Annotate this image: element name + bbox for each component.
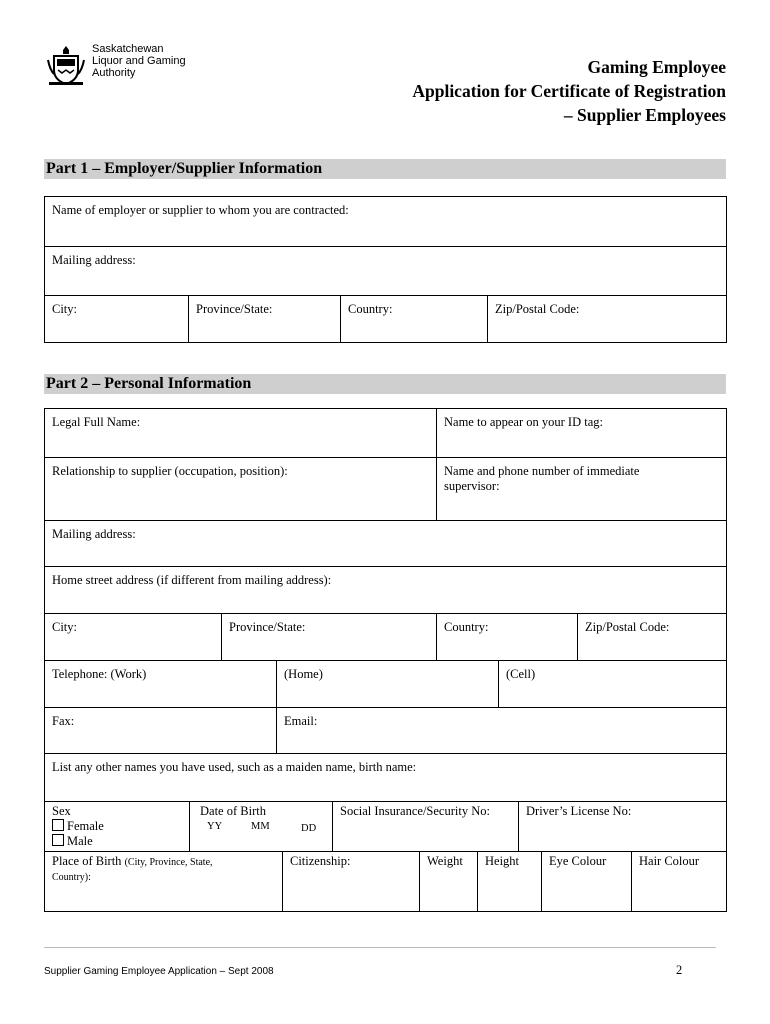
eye-colour-field[interactable] <box>541 852 631 911</box>
email-label: Email: <box>284 714 318 728</box>
male-option[interactable] <box>52 834 182 849</box>
personal-mailing-label: Mailing address: <box>52 527 136 541</box>
tel-cell-label: (Cell) <box>506 667 536 681</box>
hair-colour-label: Hair Colour <box>639 854 700 868</box>
place-of-birth-field[interactable] <box>45 852 282 911</box>
part2-heading: Part 2 – Personal Information <box>44 374 726 394</box>
part2-fax-row <box>45 707 726 754</box>
license-field[interactable] <box>518 802 726 852</box>
personal-zip-label: Zip/Postal Code: <box>585 620 670 634</box>
dob-format <box>197 819 325 833</box>
part2-relationship-row <box>45 457 726 521</box>
personal-country-field[interactable] <box>436 614 577 661</box>
dob-dd: DD <box>301 823 317 834</box>
employer-mailing-label: Mailing address: <box>52 253 136 267</box>
supervisor-label-line-1: Name and phone number of immediate <box>444 464 640 478</box>
footer-divider <box>44 947 716 948</box>
saskatchewan-crest-logo <box>46 44 86 90</box>
tel-work-field[interactable] <box>45 661 276 708</box>
dob-field[interactable] <box>189 802 332 852</box>
employer-zip-field[interactable] <box>487 296 726 342</box>
part1-employer-row <box>45 197 726 246</box>
part2-name-row <box>45 409 726 457</box>
id-tag-field[interactable] <box>436 409 726 457</box>
personal-city-field[interactable] <box>45 614 221 661</box>
org-line-3: Authority <box>92 67 136 79</box>
female-checkbox[interactable] <box>52 819 64 831</box>
female-label: Female <box>67 819 104 833</box>
employer-name-field[interactable] <box>45 197 726 246</box>
employer-country-field[interactable] <box>340 296 487 342</box>
relationship-field[interactable] <box>45 458 436 521</box>
part2-physical-row <box>45 851 726 911</box>
height-field[interactable] <box>477 852 541 911</box>
part2-telephone-row <box>45 660 726 708</box>
personal-province-label: Province/State: <box>229 620 306 634</box>
title-line-2: Application for Certificate of Registration <box>412 81 726 101</box>
citizenship-label: Citizenship: <box>290 854 351 868</box>
other-names-field[interactable] <box>45 754 726 802</box>
part1-mailing-row <box>45 246 726 296</box>
fax-label: Fax: <box>52 714 75 728</box>
tel-cell-field[interactable] <box>498 661 726 708</box>
tel-home-label: (Home) <box>284 667 323 681</box>
part2-mailing-row <box>45 520 726 567</box>
weight-field[interactable] <box>419 852 477 911</box>
part1-heading: Part 1 – Employer/Supplier Information <box>44 159 726 179</box>
personal-province-field[interactable] <box>221 614 436 661</box>
weight-label: Weight <box>427 854 463 868</box>
pob-hint-2: Country): <box>52 872 91 883</box>
id-tag-label: Name to appear on your ID tag: <box>444 415 603 429</box>
title-line-1: Gaming Employee <box>587 57 726 77</box>
supervisor-label-line-2: supervisor: <box>444 479 500 493</box>
employer-city-label: City: <box>52 302 78 316</box>
employer-mailing-field[interactable] <box>45 247 726 296</box>
employer-province-label: Province/State: <box>196 302 273 316</box>
part2-home-row <box>45 566 726 614</box>
part2-form <box>44 408 727 912</box>
personal-country-label: Country: <box>444 620 489 634</box>
fax-field[interactable] <box>45 708 276 754</box>
sex-label: Sex <box>52 804 71 818</box>
part1-form <box>44 196 727 343</box>
employer-city-field[interactable] <box>45 296 188 342</box>
tel-home-field[interactable] <box>276 661 498 708</box>
org-line-2: Liquor and Gaming <box>92 55 186 67</box>
tel-work-label: Telephone: (Work) <box>52 667 147 681</box>
male-checkbox[interactable] <box>52 834 64 846</box>
pob-hint-1: (City, Province, State, <box>124 857 213 868</box>
personal-city-label: City: <box>52 620 78 634</box>
document-title <box>412 55 726 127</box>
supervisor-field[interactable] <box>436 458 726 521</box>
page-number: 2 <box>676 963 683 977</box>
personal-mailing-field[interactable] <box>45 521 726 567</box>
home-address-field[interactable] <box>45 567 726 614</box>
org-name <box>92 43 186 79</box>
male-label: Male <box>67 834 93 848</box>
license-label: Driver’s License No: <box>526 804 632 818</box>
pob-label: Place of Birth <box>52 854 122 868</box>
citizenship-field[interactable] <box>282 852 419 911</box>
title-line-3: – Supplier Employees <box>563 105 726 125</box>
part2-other-names-row <box>45 753 726 802</box>
relationship-label: Relationship to supplier (occupation, position): <box>52 464 288 478</box>
employer-zip-label: Zip/Postal Code: <box>495 302 580 316</box>
part2-identity-row <box>45 801 726 852</box>
email-field[interactable] <box>276 708 726 754</box>
employer-province-field[interactable] <box>188 296 340 342</box>
dob-label: Date of Birth <box>200 804 266 818</box>
sin-field[interactable] <box>332 802 518 852</box>
dob-mm: MM <box>251 821 270 832</box>
height-label: Height <box>485 854 520 868</box>
employer-country-label: Country: <box>348 302 393 316</box>
legal-name-field[interactable] <box>45 409 436 457</box>
org-line-1: Saskatchewan <box>92 43 164 55</box>
part2-location-row <box>45 613 726 661</box>
dob-yy: YY <box>207 821 223 832</box>
sex-field <box>45 802 189 852</box>
other-names-label: List any other names you have used, such as a maiden name, birth name: <box>52 760 417 774</box>
sin-label: Social Insurance/Security No: <box>340 804 490 818</box>
footer-text: Supplier Gaming Employee Application – Sept 2008 <box>44 966 274 977</box>
home-address-label: Home street address (if different from mailing address): <box>52 573 332 587</box>
part1-location-row <box>45 295 726 342</box>
hair-colour-field[interactable] <box>631 852 726 911</box>
female-option[interactable] <box>52 819 182 834</box>
personal-zip-field[interactable] <box>577 614 726 661</box>
legal-name-label: Legal Full Name: <box>52 415 141 429</box>
employer-name-label: Name of employer or supplier to whom you are contracted: <box>52 203 349 217</box>
eye-colour-label: Eye Colour <box>549 854 607 868</box>
